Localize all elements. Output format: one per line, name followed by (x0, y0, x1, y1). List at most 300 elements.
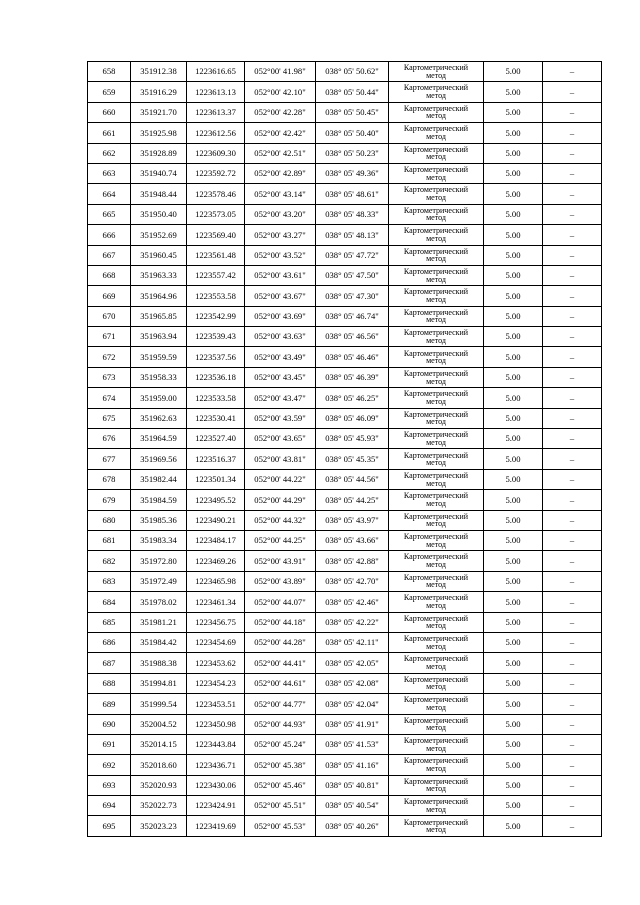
point-number-cell: 661 (88, 123, 131, 143)
method-cell (389, 734, 484, 754)
note-cell: – (543, 327, 602, 347)
y-coordinate-cell: 1223484.17 (187, 530, 245, 550)
y-coordinate-cell: 1223613.37 (187, 102, 245, 122)
method-line-2: метод (426, 131, 446, 141)
longitude-cell: 038° 05' 50.44" (316, 82, 389, 102)
method-line-2: метод (426, 723, 446, 733)
method-cell (389, 632, 484, 652)
note-cell: – (543, 694, 602, 714)
accuracy-cell: 5.00 (484, 449, 543, 469)
method-line-2: метод (426, 662, 446, 672)
x-coordinate-cell: 351963.94 (131, 327, 187, 347)
method-line-2: метод (426, 743, 446, 753)
y-coordinate-cell: 1223578.46 (187, 184, 245, 204)
method-line-2: метод (426, 213, 446, 223)
x-coordinate-cell: 351963.33 (131, 265, 187, 285)
y-coordinate-cell: 1223430.06 (187, 775, 245, 795)
y-coordinate-cell: 1223461.34 (187, 592, 245, 612)
accuracy-cell: 5.00 (484, 388, 543, 408)
method-line-2: метод (426, 498, 446, 508)
table-row (88, 632, 602, 652)
method-cell (389, 388, 484, 408)
x-coordinate-cell: 352020.93 (131, 775, 187, 795)
method-line-2: метод (426, 274, 446, 284)
latitude-cell: 052°00' 43.91" (245, 551, 316, 571)
method-cell (389, 796, 484, 816)
method-line-2: метод (426, 294, 446, 304)
method-line-1: Картометрический (403, 103, 469, 113)
longitude-cell: 038° 05' 40.26" (316, 816, 389, 836)
y-coordinate-cell: 1223436.71 (187, 755, 245, 775)
method-line-2: метод (426, 458, 446, 468)
method-cell (389, 612, 484, 632)
accuracy-cell: 5.00 (484, 62, 543, 82)
method-cell (389, 694, 484, 714)
latitude-cell: 052°00' 43.89" (245, 571, 316, 591)
point-number-cell: 679 (88, 490, 131, 510)
method-line-1: Картометрический (403, 205, 469, 215)
method-line-2: метод (426, 172, 446, 182)
latitude-cell: 052°00' 42.28" (245, 102, 316, 122)
method-line-2: метод (426, 437, 446, 447)
note-cell: – (543, 388, 602, 408)
note-cell: – (543, 265, 602, 285)
y-coordinate-cell: 1223569.40 (187, 225, 245, 245)
note-cell: – (543, 530, 602, 550)
point-number-cell: 672 (88, 347, 131, 367)
method-line-1: Картометрический (403, 307, 469, 317)
note-cell: – (543, 82, 602, 102)
latitude-cell: 052°00' 43.45" (245, 367, 316, 387)
y-coordinate-cell: 1223530.41 (187, 408, 245, 428)
method-cell (389, 490, 484, 510)
method-line-2: метод (426, 580, 446, 590)
method-cell (389, 816, 484, 836)
note-cell: – (543, 775, 602, 795)
latitude-cell: 052°00' 44.41" (245, 653, 316, 673)
accuracy-cell: 5.00 (484, 327, 543, 347)
x-coordinate-cell: 352023.23 (131, 816, 187, 836)
y-coordinate-cell: 1223419.69 (187, 816, 245, 836)
method-line-2: метод (426, 417, 446, 427)
latitude-cell: 052°00' 43.81" (245, 449, 316, 469)
point-number-cell: 675 (88, 408, 131, 428)
accuracy-cell: 5.00 (484, 245, 543, 265)
longitude-cell: 038° 05' 41.91" (316, 714, 389, 734)
accuracy-cell: 5.00 (484, 571, 543, 591)
latitude-cell: 052°00' 43.59" (245, 408, 316, 428)
table-row (88, 510, 602, 530)
y-coordinate-cell: 1223454.23 (187, 673, 245, 693)
method-line-2: метод (426, 396, 446, 406)
accuracy-cell: 5.00 (484, 632, 543, 652)
method-line-1: Картометрический (403, 328, 469, 338)
latitude-cell: 052°00' 43.52" (245, 245, 316, 265)
method-line-1: Картометрический (403, 226, 469, 236)
point-number-cell: 687 (88, 653, 131, 673)
y-coordinate-cell: 1223537.56 (187, 347, 245, 367)
longitude-cell: 038° 05' 42.46" (316, 592, 389, 612)
point-number-cell: 693 (88, 775, 131, 795)
accuracy-cell: 5.00 (484, 143, 543, 163)
accuracy-cell: 5.00 (484, 530, 543, 550)
point-number-cell: 671 (88, 327, 131, 347)
note-cell: – (543, 367, 602, 387)
latitude-cell: 052°00' 43.47" (245, 388, 316, 408)
longitude-cell: 038° 05' 48.61" (316, 184, 389, 204)
point-number-cell: 681 (88, 530, 131, 550)
latitude-cell: 052°00' 44.77" (245, 694, 316, 714)
point-number-cell: 682 (88, 551, 131, 571)
y-coordinate-cell: 1223453.51 (187, 694, 245, 714)
point-number-cell: 691 (88, 734, 131, 754)
note-cell: – (543, 123, 602, 143)
note-cell: – (543, 796, 602, 816)
note-cell: – (543, 571, 602, 591)
method-cell (389, 347, 484, 367)
method-line-1: Картометрический (403, 695, 469, 705)
method-line-1: Картометрический (403, 715, 469, 725)
accuracy-cell: 5.00 (484, 694, 543, 714)
x-coordinate-cell: 351972.80 (131, 551, 187, 571)
point-number-cell: 688 (88, 673, 131, 693)
point-number-cell: 694 (88, 796, 131, 816)
longitude-cell: 038° 05' 46.25" (316, 388, 389, 408)
coordinates-table-body (88, 62, 602, 837)
method-line-1: Картометрический (403, 389, 469, 399)
latitude-cell: 052°00' 43.14" (245, 184, 316, 204)
accuracy-cell: 5.00 (484, 734, 543, 754)
method-cell (389, 62, 484, 82)
table-row (88, 184, 602, 204)
method-line-2: метод (426, 682, 446, 692)
note-cell: – (543, 551, 602, 571)
method-line-1: Картометрический (403, 552, 469, 562)
x-coordinate-cell: 351983.34 (131, 530, 187, 550)
x-coordinate-cell: 351912.38 (131, 62, 187, 82)
longitude-cell: 038° 05' 47.30" (316, 286, 389, 306)
longitude-cell: 038° 05' 47.72" (316, 245, 389, 265)
method-cell (389, 429, 484, 449)
y-coordinate-cell: 1223453.62 (187, 653, 245, 673)
method-cell (389, 755, 484, 775)
table-row (88, 469, 602, 489)
latitude-cell: 052°00' 43.67" (245, 286, 316, 306)
note-cell: – (543, 469, 602, 489)
method-line-2: метод (426, 519, 446, 529)
longitude-cell: 038° 05' 42.04" (316, 694, 389, 714)
latitude-cell: 052°00' 45.24" (245, 734, 316, 754)
method-cell (389, 265, 484, 285)
note-cell: – (543, 429, 602, 449)
accuracy-cell: 5.00 (484, 163, 543, 183)
point-number-cell: 676 (88, 429, 131, 449)
longitude-cell: 038° 05' 46.09" (316, 408, 389, 428)
accuracy-cell: 5.00 (484, 796, 543, 816)
latitude-cell: 052°00' 45.51" (245, 796, 316, 816)
accuracy-cell: 5.00 (484, 204, 543, 224)
table-row (88, 490, 602, 510)
latitude-cell: 052°00' 42.89" (245, 163, 316, 183)
method-cell (389, 510, 484, 530)
method-line-2: метод (426, 254, 446, 264)
table-row (88, 592, 602, 612)
note-cell: – (543, 184, 602, 204)
x-coordinate-cell: 352022.73 (131, 796, 187, 816)
table-row (88, 204, 602, 224)
longitude-cell: 038° 05' 49.36" (316, 163, 389, 183)
table-row (88, 530, 602, 550)
table-row (88, 143, 602, 163)
method-cell (389, 551, 484, 571)
note-cell: – (543, 632, 602, 652)
point-number-cell: 660 (88, 102, 131, 122)
accuracy-cell: 5.00 (484, 265, 543, 285)
method-cell (389, 204, 484, 224)
x-coordinate-cell: 351972.49 (131, 571, 187, 591)
point-number-cell: 658 (88, 62, 131, 82)
accuracy-cell: 5.00 (484, 510, 543, 530)
accuracy-cell: 5.00 (484, 429, 543, 449)
note-cell: – (543, 286, 602, 306)
longitude-cell: 038° 05' 40.81" (316, 775, 389, 795)
point-number-cell: 663 (88, 163, 131, 183)
y-coordinate-cell: 1223553.58 (187, 286, 245, 306)
method-line-1: Картометрический (403, 593, 469, 603)
latitude-cell: 052°00' 44.93" (245, 714, 316, 734)
method-line-1: Картометрический (403, 144, 469, 154)
accuracy-cell: 5.00 (484, 469, 543, 489)
longitude-cell: 038° 05' 46.46" (316, 347, 389, 367)
note-cell: – (543, 245, 602, 265)
table-row (88, 347, 602, 367)
method-line-1: Картометрический (403, 450, 469, 460)
accuracy-cell: 5.00 (484, 653, 543, 673)
point-number-cell: 685 (88, 612, 131, 632)
latitude-cell: 052°00' 45.53" (245, 816, 316, 836)
longitude-cell: 038° 05' 42.05" (316, 653, 389, 673)
y-coordinate-cell: 1223454.69 (187, 632, 245, 652)
point-number-cell: 667 (88, 245, 131, 265)
accuracy-cell: 5.00 (484, 306, 543, 326)
y-coordinate-cell: 1223424.91 (187, 796, 245, 816)
note-cell: – (543, 225, 602, 245)
note-cell: – (543, 449, 602, 469)
y-coordinate-cell: 1223616.65 (187, 62, 245, 82)
method-line-2: метод (426, 315, 446, 325)
point-number-cell: 686 (88, 632, 131, 652)
note-cell: – (543, 347, 602, 367)
latitude-cell: 052°00' 42.42" (245, 123, 316, 143)
method-line-2: метод (426, 356, 446, 366)
method-line-2: метод (426, 763, 446, 773)
x-coordinate-cell: 351921.70 (131, 102, 187, 122)
method-cell (389, 592, 484, 612)
method-cell (389, 184, 484, 204)
method-line-1: Картометрический (403, 797, 469, 807)
point-number-cell: 677 (88, 449, 131, 469)
accuracy-cell: 5.00 (484, 286, 543, 306)
longitude-cell: 038° 05' 46.39" (316, 367, 389, 387)
method-line-1: Картометрический (403, 287, 469, 297)
table-row (88, 429, 602, 449)
point-number-cell: 668 (88, 265, 131, 285)
accuracy-cell: 5.00 (484, 755, 543, 775)
longitude-cell: 038° 05' 50.62" (316, 62, 389, 82)
y-coordinate-cell: 1223490.21 (187, 510, 245, 530)
accuracy-cell: 5.00 (484, 592, 543, 612)
method-line-1: Картометрический (403, 63, 469, 73)
y-coordinate-cell: 1223533.58 (187, 388, 245, 408)
method-line-1: Картометрический (403, 735, 469, 745)
note-cell: – (543, 816, 602, 836)
method-line-1: Картометрический (403, 165, 469, 175)
point-number-cell: 690 (88, 714, 131, 734)
x-coordinate-cell: 351984.42 (131, 632, 187, 652)
method-line-2: метод (426, 621, 446, 631)
x-coordinate-cell: 351959.00 (131, 388, 187, 408)
accuracy-cell: 5.00 (484, 673, 543, 693)
table-row (88, 551, 602, 571)
note-cell: – (543, 755, 602, 775)
method-cell (389, 367, 484, 387)
method-cell (389, 408, 484, 428)
method-cell (389, 469, 484, 489)
x-coordinate-cell: 351985.36 (131, 510, 187, 530)
latitude-cell: 052°00' 44.07" (245, 592, 316, 612)
accuracy-cell: 5.00 (484, 225, 543, 245)
note-cell: – (543, 612, 602, 632)
table-row (88, 796, 602, 816)
coordinates-table (87, 61, 602, 837)
method-line-1: Картометрический (403, 409, 469, 419)
table-row (88, 694, 602, 714)
table-row (88, 653, 602, 673)
method-line-1: Картометрический (403, 756, 469, 766)
table-row (88, 82, 602, 102)
note-cell: – (543, 408, 602, 428)
y-coordinate-cell: 1223539.43 (187, 327, 245, 347)
y-coordinate-cell: 1223542.99 (187, 306, 245, 326)
method-line-1: Картометрический (403, 246, 469, 256)
method-line-2: метод (426, 70, 446, 80)
x-coordinate-cell: 351969.56 (131, 449, 187, 469)
y-coordinate-cell: 1223450.98 (187, 714, 245, 734)
method-line-2: метод (426, 702, 446, 712)
y-coordinate-cell: 1223573.05 (187, 204, 245, 224)
y-coordinate-cell: 1223456.75 (187, 612, 245, 632)
method-cell (389, 571, 484, 591)
point-number-cell: 683 (88, 571, 131, 591)
method-line-2: метод (426, 560, 446, 570)
table-row (88, 367, 602, 387)
point-number-cell: 673 (88, 367, 131, 387)
x-coordinate-cell: 352014.15 (131, 734, 187, 754)
x-coordinate-cell: 351959.59 (131, 347, 187, 367)
longitude-cell: 038° 05' 41.16" (316, 755, 389, 775)
y-coordinate-cell: 1223516.37 (187, 449, 245, 469)
latitude-cell: 052°00' 44.22" (245, 469, 316, 489)
table-row (88, 673, 602, 693)
latitude-cell: 052°00' 44.32" (245, 510, 316, 530)
latitude-cell: 052°00' 43.27" (245, 225, 316, 245)
longitude-cell: 038° 05' 48.13" (316, 225, 389, 245)
longitude-cell: 038° 05' 43.66" (316, 530, 389, 550)
y-coordinate-cell: 1223469.26 (187, 551, 245, 571)
table-row (88, 286, 602, 306)
longitude-cell: 038° 05' 41.53" (316, 734, 389, 754)
note-cell: – (543, 306, 602, 326)
table-row (88, 265, 602, 285)
table-row (88, 327, 602, 347)
method-cell (389, 123, 484, 143)
method-line-2: метод (426, 600, 446, 610)
accuracy-cell: 5.00 (484, 184, 543, 204)
x-coordinate-cell: 351999.54 (131, 694, 187, 714)
longitude-cell: 038° 05' 43.97" (316, 510, 389, 530)
longitude-cell: 038° 05' 45.35" (316, 449, 389, 469)
method-line-1: Картометрический (403, 817, 469, 827)
point-number-cell: 669 (88, 286, 131, 306)
accuracy-cell: 5.00 (484, 82, 543, 102)
method-line-1: Картометрический (403, 368, 469, 378)
method-line-2: метод (426, 152, 446, 162)
latitude-cell: 052°00' 43.20" (245, 204, 316, 224)
latitude-cell: 052°00' 42.51" (245, 143, 316, 163)
x-coordinate-cell: 351928.89 (131, 143, 187, 163)
method-cell (389, 775, 484, 795)
note-cell: – (543, 510, 602, 530)
point-number-cell: 684 (88, 592, 131, 612)
method-line-1: Картометрический (403, 83, 469, 93)
y-coordinate-cell: 1223557.42 (187, 265, 245, 285)
accuracy-cell: 5.00 (484, 490, 543, 510)
y-coordinate-cell: 1223443.84 (187, 734, 245, 754)
longitude-cell: 038° 05' 45.93" (316, 429, 389, 449)
method-line-2: метод (426, 804, 446, 814)
method-cell (389, 143, 484, 163)
latitude-cell: 052°00' 43.63" (245, 327, 316, 347)
note-cell: – (543, 734, 602, 754)
method-line-1: Картометрический (403, 185, 469, 195)
method-line-2: метод (426, 91, 446, 101)
latitude-cell: 052°00' 44.61" (245, 673, 316, 693)
x-coordinate-cell: 351994.81 (131, 673, 187, 693)
longitude-cell: 038° 05' 50.40" (316, 123, 389, 143)
y-coordinate-cell: 1223613.13 (187, 82, 245, 102)
point-number-cell: 678 (88, 469, 131, 489)
x-coordinate-cell: 351940.74 (131, 163, 187, 183)
method-line-1: Картометрический (403, 430, 469, 440)
method-line-2: метод (426, 233, 446, 243)
note-cell: – (543, 714, 602, 734)
accuracy-cell: 5.00 (484, 775, 543, 795)
table-row (88, 62, 602, 82)
x-coordinate-cell: 351984.59 (131, 490, 187, 510)
note-cell: – (543, 592, 602, 612)
accuracy-cell: 5.00 (484, 612, 543, 632)
method-cell (389, 653, 484, 673)
note-cell: – (543, 490, 602, 510)
table-row (88, 714, 602, 734)
longitude-cell: 038° 05' 42.08" (316, 673, 389, 693)
method-cell (389, 225, 484, 245)
x-coordinate-cell: 351925.98 (131, 123, 187, 143)
method-line-2: метод (426, 784, 446, 794)
point-number-cell: 680 (88, 510, 131, 530)
note-cell: – (543, 163, 602, 183)
accuracy-cell: 5.00 (484, 123, 543, 143)
